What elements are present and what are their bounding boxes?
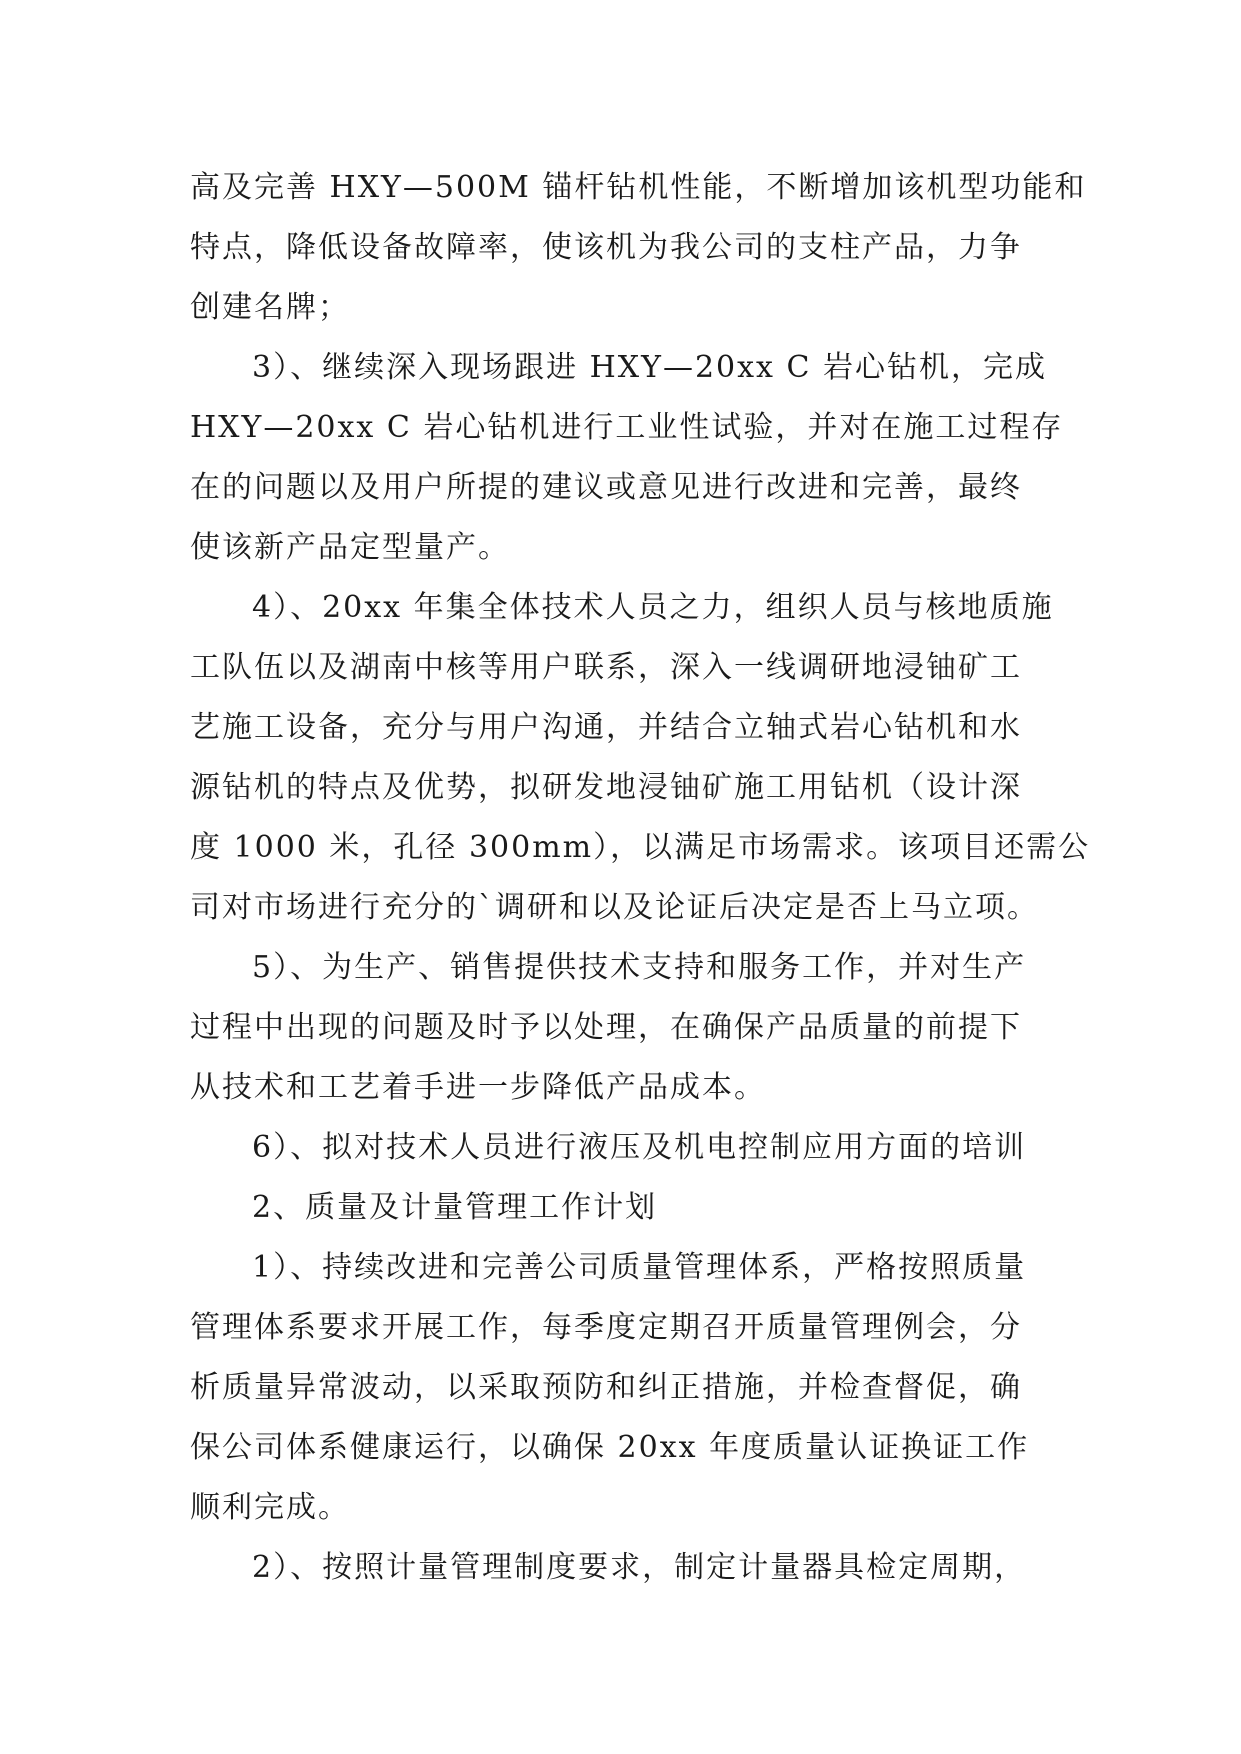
paragraph-line: 司对市场进行充分的`调研和以及论证后决定是否上马立项。 — [190, 890, 1039, 925]
paragraph-line: 5）、为生产、销售提供技术支持和服务工作，并对生产 — [252, 950, 1027, 985]
section-heading — [190, 1178, 1070, 1238]
paragraph-7 — [190, 1538, 1070, 1598]
section-heading-text: 2、质量及计量管理工作计划 — [252, 1190, 658, 1225]
paragraph-6 — [190, 1238, 1070, 1538]
paragraph-line: 顺利完成。 — [190, 1490, 350, 1525]
paragraph-line: 1）、持续改进和完善公司质量管理体系，严格按照质量 — [252, 1250, 1027, 1285]
paragraph-line: 从技术和工艺着手进一步降低产品成本。 — [190, 1070, 766, 1105]
paragraph-line: 3）、继续深入现场跟进 HXY—20xx C 岩心钻机，完成 — [252, 350, 1047, 385]
paragraph-line: 创建名牌； — [190, 290, 350, 325]
paragraph-line: 高及完善 HXY—500M 锚杆钻机性能，不断增加该机型功能和 — [190, 170, 1087, 205]
paragraph-line: 管理体系要求开展工作，每季度定期召开质量管理例会，分 — [190, 1310, 1022, 1345]
paragraph-line: 过程中出现的问题及时予以处理，在确保产品质量的前提下 — [190, 1010, 1022, 1045]
paragraph-line: 特点，降低设备故障率，使该机为我公司的支柱产品，力争 — [190, 230, 1022, 265]
paragraph-line: 6）、拟对技术人员进行液压及机电控制应用方面的培训 — [252, 1130, 1027, 1165]
paragraph-line: 析质量异常波动，以采取预防和纠正措施，并检查督促，确 — [190, 1370, 1022, 1405]
paragraph-line: 4）、20xx 年集全体技术人员之力，组织人员与核地质施 — [252, 590, 1054, 625]
paragraph-line: 源钻机的特点及优势，拟研发地浸铀矿施工用钻机（设计深 — [190, 770, 1022, 805]
paragraph-1 — [190, 158, 1087, 338]
document-body — [190, 158, 1091, 1598]
paragraph-3 — [190, 578, 1091, 938]
paragraph-line: 保公司体系健康运行，以确保 20xx 年度质量认证换证工作 — [190, 1430, 1030, 1465]
paragraph-line: 在的问题以及用户所提的建议或意见进行改进和完善，最终 — [190, 470, 1022, 505]
paragraph-line: 2）、按照计量管理制度要求，制定计量器具检定周期， — [252, 1550, 1027, 1585]
paragraph-line: 艺施工设备，充分与用户沟通，并结合立轴式岩心钻机和水 — [190, 710, 1022, 745]
paragraph-line: 度 1000 米，孔径 300mm），以满足市场需求。该项目还需公 — [190, 830, 1091, 865]
paragraph-4 — [190, 938, 1070, 1118]
paragraph-line: 使该新产品定型量产。 — [190, 530, 510, 565]
paragraph-2 — [190, 338, 1070, 578]
paragraph-line: 工队伍以及湖南中核等用户联系，深入一线调研地浸铀矿工 — [190, 650, 1022, 685]
paragraph-5 — [190, 1118, 1070, 1178]
paragraph-line: HXY—20xx C 岩心钻机进行工业性试验，并对在施工过程存 — [190, 410, 1064, 445]
